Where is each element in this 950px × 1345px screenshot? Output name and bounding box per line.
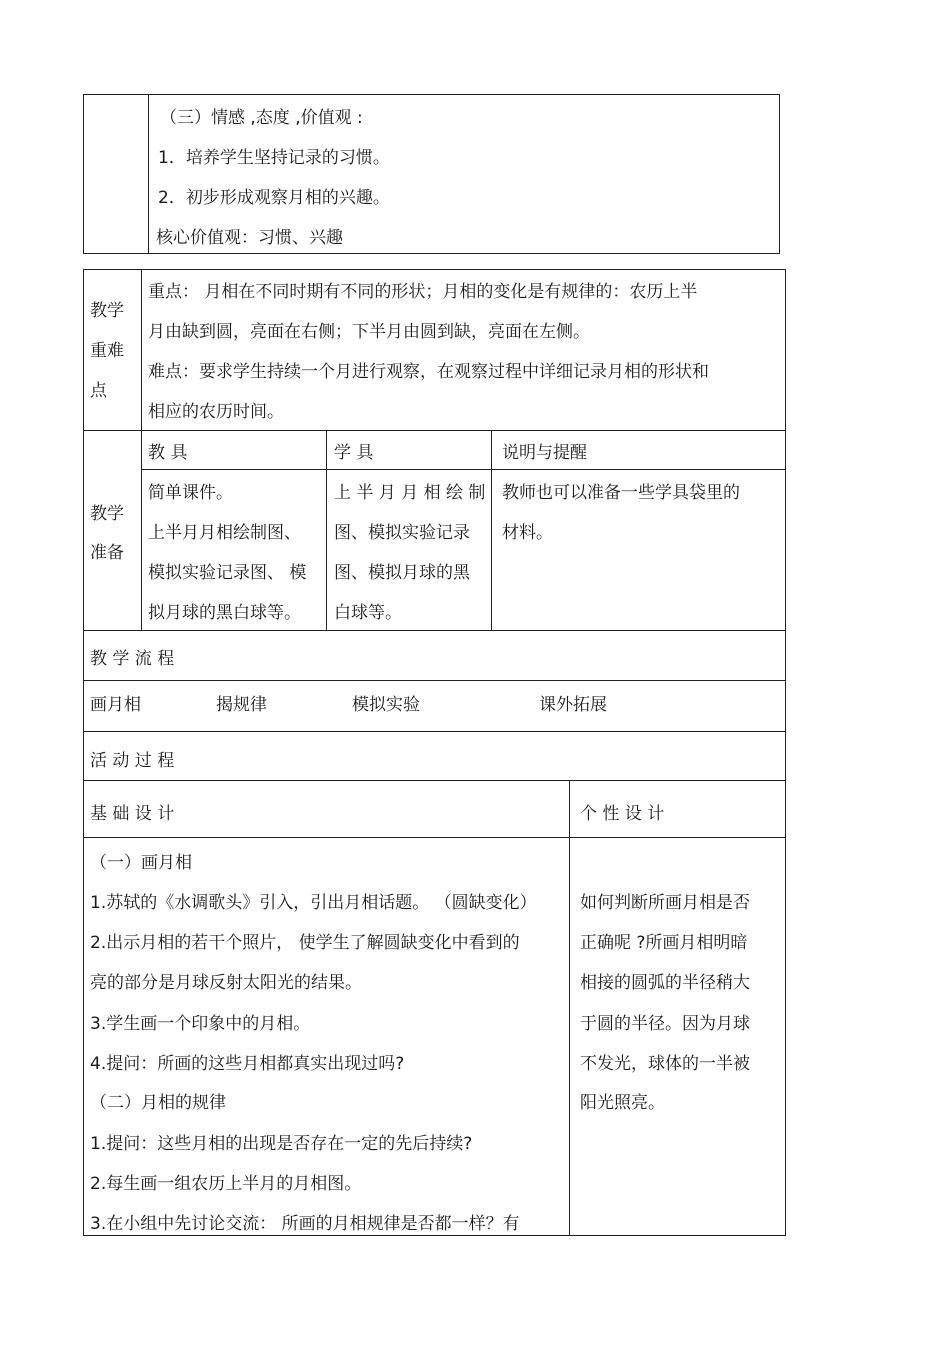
row-divider [83,780,786,781]
row-divider [83,731,786,732]
row-divider [83,630,786,631]
key-points-label: 点 [90,381,107,401]
design-column-divider [569,780,570,1236]
flow-title: 教 学 流 程 [90,649,175,669]
prep-column-divider [326,430,327,630]
student-tools-line: 图、模拟实验记录 [334,523,470,543]
row-divider [83,837,786,838]
row-divider [83,680,786,681]
row-divider [83,430,786,431]
values-line-2: 2．初步形成观察月相的兴趣。 [158,188,390,208]
key-points-line: 重点： 月相在不同时期有不同的形状；月相的变化是有规律的：农历上半 [148,282,698,302]
key-points-line: 月由缺到圆，亮面在右侧；下半月由圆到缺，亮面在左侧。 [148,322,590,342]
basic-design-line: 1.提问：这些月相的出现是否存在一定的先后持续? [90,1134,473,1154]
basic-design-line: 2.出示月相的若干个照片， 使学生了解圆缺变化中看到的 [90,933,520,953]
flow-step: 课外拓展 [539,695,607,715]
teacher-tools-line: 拟月球的黑白球等。 [148,603,301,623]
row-divider [141,469,786,470]
key-points-label: 重难 [90,341,124,361]
custom-design-line: 阳光照亮。 [580,1093,665,1113]
custom-design-header: 个 性 设 计 [580,804,665,824]
values-line-1: 1．培养学生坚持记录的习惯。 [158,148,390,168]
prep-label: 准备 [90,543,124,563]
student-tools-line: 白球等。 [334,603,402,623]
custom-design-line: 相接的圆弧的半径稍大 [580,973,750,993]
student-tools-line: 上 半 月 月 相 绘 制 [334,483,486,503]
custom-design-line: 于圆的半径。因为月球 [580,1014,750,1034]
teacher-tools-line: 模拟实验记录图、 模 [148,563,307,583]
label-column-divider [141,269,142,630]
flow-step: 画月相 [90,695,141,715]
basic-design-line: 1.苏轼的《水调歌头》引入，引出月相话题。 （圆缺变化） [90,893,537,913]
prep-label: 教学 [90,504,124,524]
basic-design-line: （二）月相的规律 [90,1093,226,1113]
basic-design-line: 亮的部分是月球反射太阳光的结果。 [90,973,362,993]
prep-header-teacher-tools: 教 具 [148,443,188,463]
prep-header-student-tools: 学 具 [334,443,374,463]
core-values-line: 核心价值观：习惯、兴趣 [156,228,343,248]
key-points-line: 难点：要求学生持续一个月进行观察，在观察过程中详细记录月相的形状和 [148,362,709,382]
process-title: 活 动 过 程 [90,751,175,771]
custom-design-line: 正确呢 ?所画月相明暗 [580,933,748,953]
key-points-line: 相应的农历时间。 [148,402,284,422]
basic-design-header: 基 础 设 计 [90,804,175,824]
basic-design-line: 3.在小组中先讨论交流： 所画的月相规律是否都一样？有 [90,1214,520,1234]
values-table-divider [148,94,149,254]
basic-design-line: 4.提问：所画的这些月相都真实出现过吗? [90,1054,405,1074]
student-tools-line: 图、模拟月球的黑 [334,563,470,583]
flow-step: 模拟实验 [352,695,420,715]
flow-step: 揭规律 [216,695,267,715]
basic-design-line: 3.学生画一个印象中的月相。 [90,1014,311,1034]
prep-header-notes: 说明与提醒 [502,443,587,463]
prep-notes-line: 教师也可以准备一些学具袋里的 [502,483,740,503]
basic-design-line: 2.每生画一组农历上半月的月相图。 [90,1174,362,1194]
teacher-tools-line: 上半月月相绘制图、 [148,523,301,543]
teacher-tools-line: 简单课件。 [148,483,233,503]
custom-design-line: 如何判断所画月相是否 [580,893,750,913]
values-heading: （三）情感 ,态度 ,价值观 : [160,108,363,128]
prep-column-divider [491,430,492,630]
prep-notes-line: 材料。 [502,523,553,543]
custom-design-line: 不发光，球体的一半被 [580,1054,750,1074]
key-points-label: 教学 [90,301,124,321]
basic-design-line: （一）画月相 [90,853,192,873]
